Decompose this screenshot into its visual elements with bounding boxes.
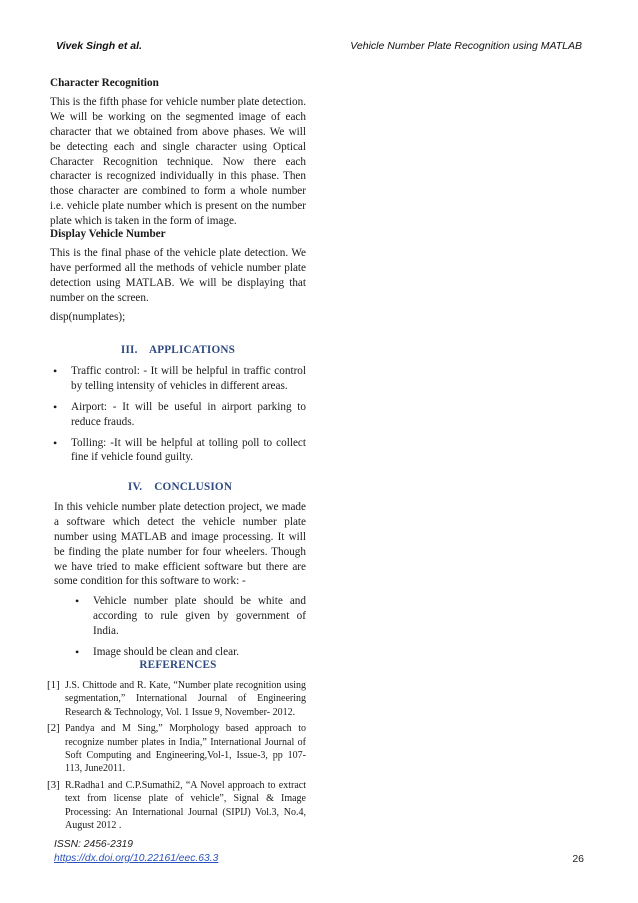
- running-header-authors: Vivek Singh et al.: [56, 40, 142, 52]
- reference-list: [47, 678, 306, 832]
- section-conclusion: [54, 480, 306, 660]
- reference-item: [47, 778, 306, 833]
- section-heading-display-vehicle-number: Display Vehicle Number: [50, 228, 166, 240]
- applications-list: [50, 364, 306, 465]
- page-number: 26: [572, 853, 584, 865]
- footer-issn: ISSN: 2456-2319: [54, 839, 133, 850]
- paragraph-display-vehicle-number: This is the final phase of the vehicle plate detection. We have performed all the methods of vehicle number plate detection using MATLAB. We will be displaying that number on the screen.: [50, 246, 306, 304]
- section-heading-character-recognition: Character Recognition: [50, 77, 159, 89]
- section-heading-conclusion: IV. CONCLUSION: [127, 481, 233, 493]
- section-display-vehicle-number: [50, 227, 306, 324]
- section-character-recognition: [50, 76, 306, 229]
- section-applications: [50, 343, 306, 465]
- section-heading-applications: III. APPLICATIONS: [120, 344, 236, 356]
- reference-number: [2]: [47, 722, 60, 735]
- reference-item: [47, 678, 306, 719]
- list-item: • Airport: - It will be useful in airport parking to reduce frauds.: [50, 400, 306, 430]
- section-references: [47, 658, 306, 832]
- footer-doi-link[interactable]: https://dx.doi.org/10.22161/eec.63.3: [54, 853, 219, 864]
- reference-text: J.S. Chittode and R. Kate, “Number plate recognition using segmentation,” International Journal of Engineering Research & Technology, Vol. 1 Issue 9, November- 2012.: [65, 679, 306, 718]
- list-item: • Tolling: -It will be helpful at tolling poll to collect fine if vehicle found guilty.: [50, 436, 306, 466]
- reference-number: [1]: [47, 678, 60, 691]
- section-heading-references: REFERENCES: [139, 659, 217, 671]
- reference-text: R.Radha1 and C.P.Sumathi2, “A Novel approach to extract text from license plate of vehicle”, Signal & Image Processing: An International Journal (SIPIJ) Vol.3, No.4, August 2012 .: [65, 779, 306, 831]
- paragraph-conclusion: In this vehicle number plate detection project, we made a software which detect the vehicle number plate number using MATLAB and image processing. It will be finding the plate number for four wheelers. Though we have tried to make efficient software but there are some condition for this software to work: -: [54, 500, 306, 588]
- reference-text: Pandya and M Sing,” Morphology based approach to recognize number plates in India,” International Journal of Soft Computing and Engineering,Vol-1, Issue-3, pp 107-113, June2011.: [65, 723, 306, 775]
- conclusion-conditions-list: [54, 594, 306, 660]
- list-item: • Vehicle number plate should be white and according to rule given by government of India.: [72, 594, 306, 639]
- code-line: disp(numplates);: [50, 310, 126, 323]
- reference-number: [3]: [47, 778, 60, 791]
- list-item: • Traffic control: - It will be helpful in traffic control by telling intensity of vehicles in different areas.: [50, 364, 306, 394]
- list-item: • Image should be clean and clear.: [72, 645, 306, 660]
- running-header-title: Vehicle Number Plate Recognition using MATLAB: [350, 40, 582, 52]
- paragraph-character-recognition: This is the fifth phase for vehicle number plate detection. We will be working on the segmented image of each character that we obtained from above phases. We will be detecting each and single character using Optical Character Recognition technique. Now there each character is recognized individually in this phase. Then those character are combined to form a whole number i.e. vehicle plate number which is present on the number plate which is taken in the form of image.: [50, 95, 306, 228]
- reference-item: [47, 722, 306, 776]
